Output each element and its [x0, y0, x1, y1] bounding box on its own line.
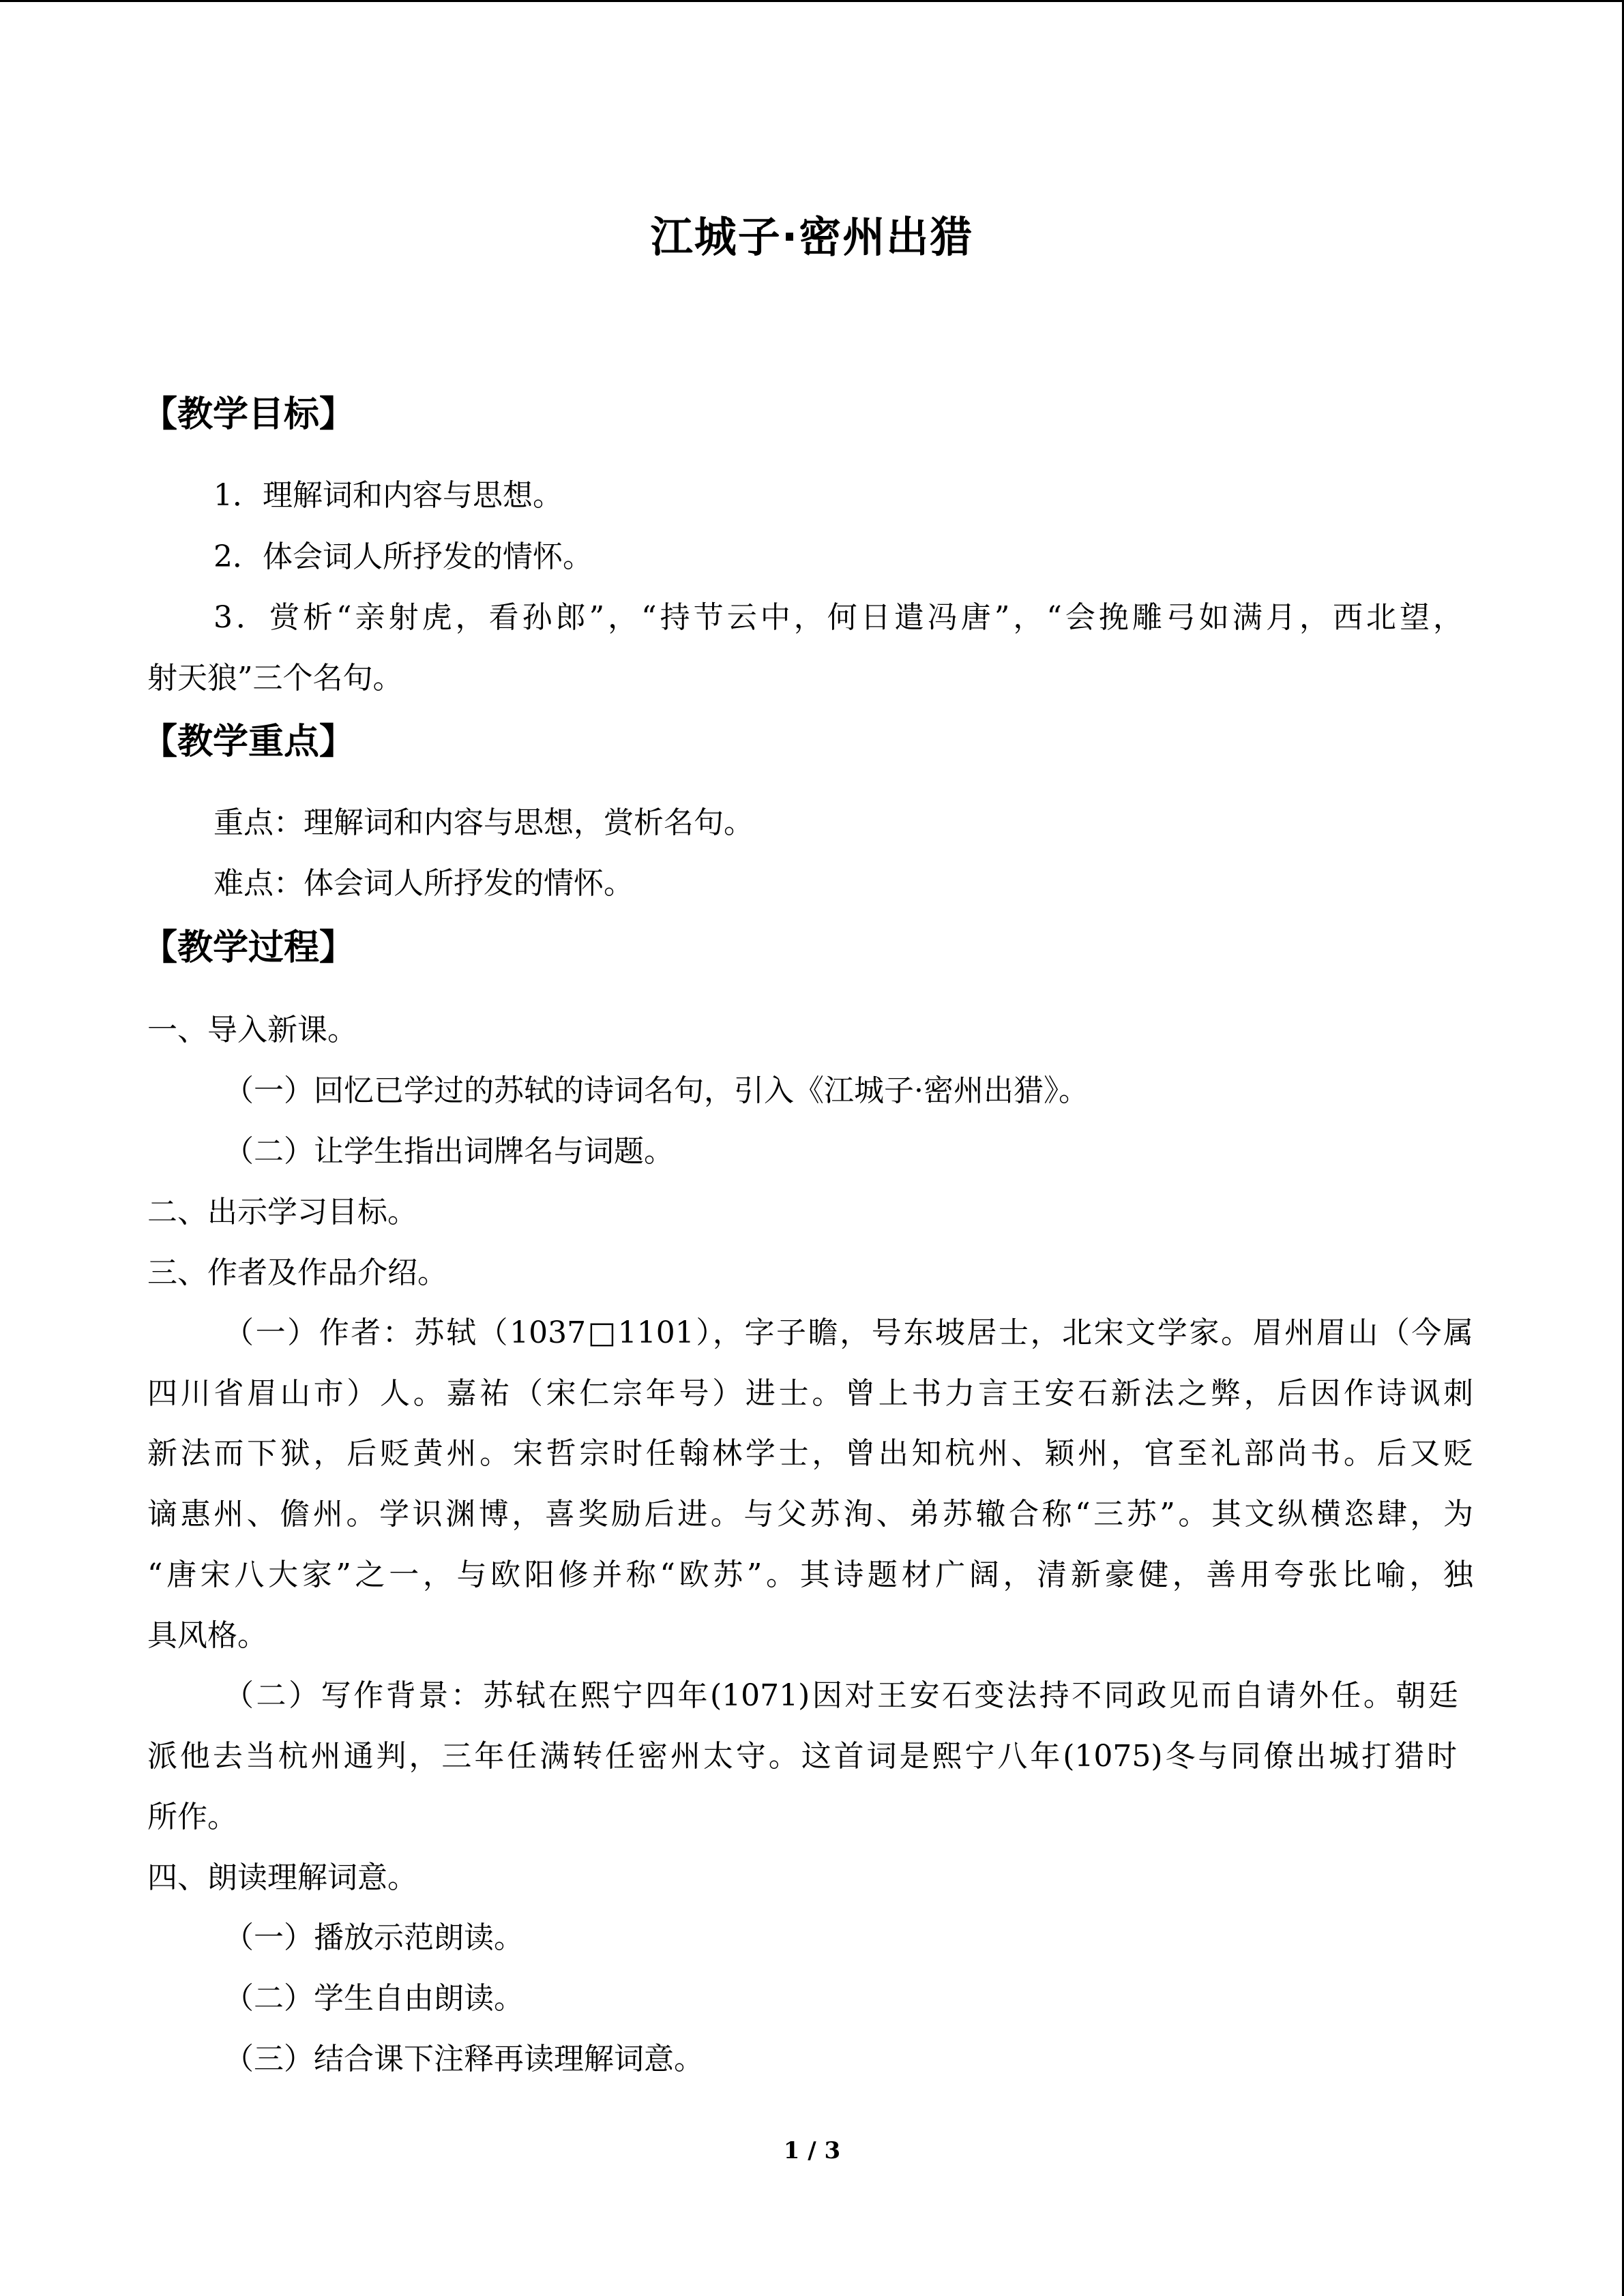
process-line: （三）结合课下注释再读理解词意。 [224, 2042, 704, 2076]
key-point: 重点：理解词和内容与思想，赏析名句。 [213, 805, 754, 840]
process-line: （二）学生自由朗读。 [224, 1981, 524, 2016]
process-line: （二）让学生指出词牌名与词题。 [224, 1134, 674, 1169]
difficult-point: 难点：体会词人所抒发的情怀。 [213, 866, 634, 901]
process-line: 四川省眉山市）人。嘉祐（宋仁宗年号）进士。曾上书力言王安石新法之弊，后因作诗讽刺 [147, 1376, 1473, 1411]
process-line: 一、导入新课。 [147, 1013, 357, 1047]
process-line: 三、作者及作品介绍。 [147, 1255, 447, 1290]
process-line: 四、朗读理解词意。 [147, 1860, 417, 1895]
process-line: （一）作者：苏轼（1037□1101），字子瞻，号东坡居士，北宋文学家。眉州眉山（今属 [224, 1315, 1473, 1350]
process-line: “唐宋八大家”之一，与欧阳修并称“欧苏”。其诗题材广阔，清新豪健，善用夸张比喻，独 [147, 1557, 1473, 1592]
heading-objectives: 【教学目标】 [142, 394, 355, 435]
process-line: 谪惠州、儋州。学识渊博，喜奖励后进。与父苏洵、弟苏辙合称“三苏”。其文纵横恣肆，为 [147, 1497, 1473, 1532]
process-line: 所作。 [147, 1800, 237, 1834]
process-line: （一）播放示范朗读。 [224, 1920, 524, 1955]
objective-item-2: 2．体会词人所抒发的情怀。 [213, 539, 593, 574]
heading-key-points: 【教学重点】 [142, 721, 355, 762]
process-line: 新法而下狱，后贬黄州。宋哲宗时任翰林学士，曾出知杭州、颖州，官至礼部尚书。后又贬 [147, 1436, 1473, 1471]
process-line: 二、出示学习目标。 [147, 1195, 417, 1229]
objective-item-1: 1．理解词和内容与思想。 [213, 478, 563, 513]
page-number: 1 / 3 [783, 2137, 841, 2164]
process-line: （二）写作背景：苏轼在熙宁四年(1071)因对王安石变法持不同政见而自请外任。朝廷 [224, 1678, 1458, 1713]
process-line: 派他去当杭州通判，三年任满转任密州太守。这首词是熙宁八年(1075)冬与同僚出城打猎时 [147, 1739, 1457, 1774]
document-title: 江城子·密州出猎 [650, 212, 974, 262]
process-line: （一）回忆已学过的苏轼的诗词名句，引入《江城子·密州出猎》。 [224, 1073, 1089, 1108]
heading-process: 【教学过程】 [142, 927, 355, 968]
process-line: 具风格。 [147, 1618, 267, 1653]
objective-item-3: 3．赏析“亲射虎，看孙郎”，“持节云中，何日遣冯唐”，“会挽雕弓如满月，西北望， [213, 600, 1463, 635]
objective-item-3-cont: 射天狼”三个名句。 [147, 661, 403, 696]
